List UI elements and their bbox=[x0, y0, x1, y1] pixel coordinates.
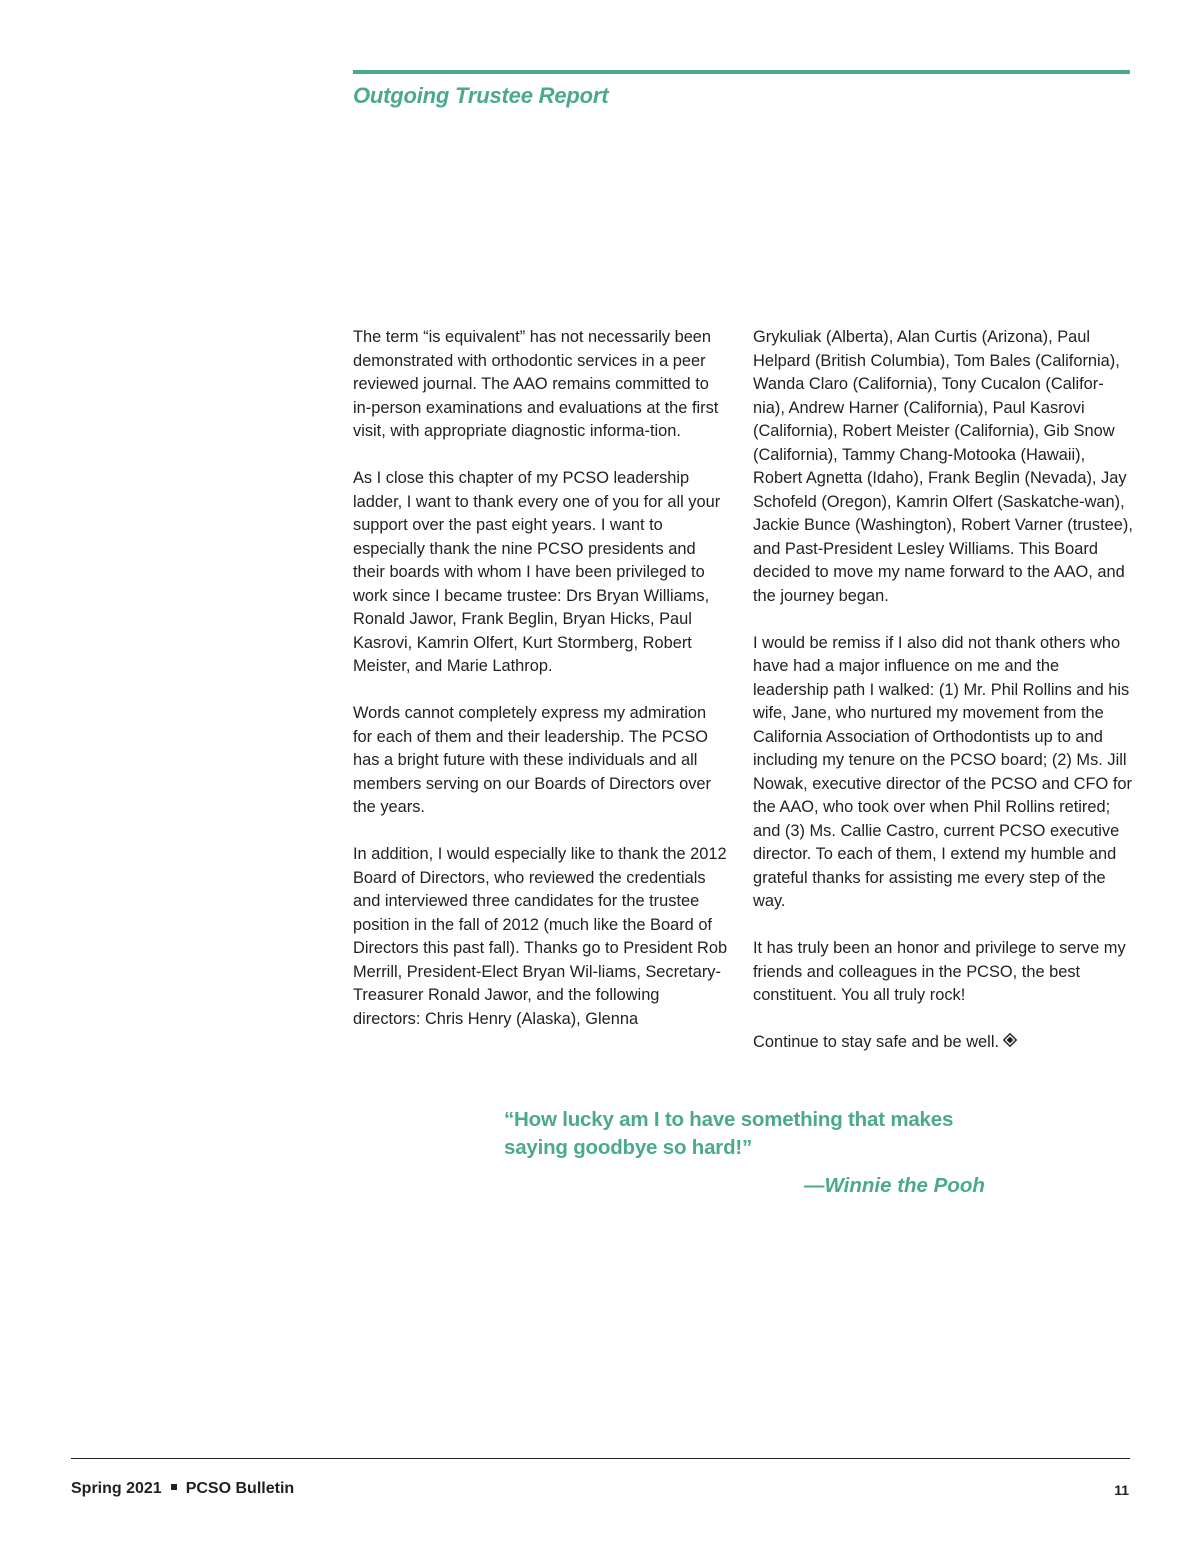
footer-issue: Spring 2021 bbox=[71, 1480, 162, 1497]
article-paragraph: As I close this chapter of my PCSO leadership ladder, I want to thank every one of you for all your support over the past eight years. I want to especially thank the nine PCSO presidents and their boards with whom I have been privileged to work since I became trustee: Drs Bryan Williams, Ronald Jawor, Frank Beglin, Bryan Hicks, Paul Kasrovi, Kamrin Olfert, Kurt Stormberg, Robert Meister, and Marie Lathrop. bbox=[353, 469, 721, 675]
footer-publication-info bbox=[71, 1480, 294, 1498]
article-paragraph: It has truly been an honor and privilege to serve my friends and colleagues in the PCSO, the best constituent. You all truly rock! bbox=[753, 939, 1126, 1004]
article-paragraph: I would be remiss if I also did not thank others who have had a major influence on me and the leadership path I walked: (1) Mr. Phil Rollins and his wife, Jane, who nurtured my movement from the California Association of Orthodontists up to and including my tenure on the PCSO board; (2) Ms. Jill Nowak, executive director of the PCSO and CFO for the AAO, who took over when Phil Rollins retired; and (3) Ms. Callie Castro, current PCSO executive director. To each of them, I extend my humble and grateful thanks for assisting me every step of the way. bbox=[753, 633, 1132, 910]
quote-author: —Winnie the Pooh bbox=[804, 1174, 985, 1197]
article-paragraph: Grykuliak (Alberta), Alan Curtis (Arizona), Paul Helpard (British Columbia), Tom Bales (California), Wanda Claro (California), Tony Cucalon (Califor-nia), Andrew Harner (California), Paul Kasrovi (California), Robert Meister (California), Gib Snow (California), Tammy Chang-Motooka (Hawaii), Robert Agnetta (Idaho), Frank Beglin (Nevada), Jay Schofeld (Oregon), Kamrin Olfert (Saskatche-wan), Jackie Bunce (Washington), Robert Varner (trustee), and Past-President Lesley Williams. This Board decided to move my name forward to the AAO, and the journey began. bbox=[753, 328, 1133, 605]
article-paragraph: The term “is equivalent” has not necessarily been demonstrated with orthodontic services in a peer reviewed journal. The AAO remains committed to in-person examinations and evaluations at the first visit, with appropriate diagnostic informa-tion. bbox=[353, 328, 719, 440]
article-paragraph: Words cannot completely express my admiration for each of them and their leadership. The PCSO has a bright future with these individuals and all members serving on our Boards of Directors over the years. bbox=[353, 704, 712, 816]
footer-rule bbox=[71, 1458, 1130, 1459]
closing-line: Continue to stay safe and be well. bbox=[753, 1033, 1000, 1051]
article-left-column bbox=[353, 326, 728, 1031]
diamond-end-mark-icon bbox=[1003, 1031, 1017, 1055]
pull-quote bbox=[504, 1106, 1004, 1197]
page-number: 11 bbox=[1114, 1482, 1129, 1498]
section-title: Outgoing Trustee Report bbox=[353, 83, 609, 108]
footer-publication: PCSO Bulletin bbox=[185, 1480, 295, 1497]
square-separator-icon bbox=[171, 1484, 177, 1490]
article-right-column bbox=[753, 326, 1133, 1055]
quote-text: “How lucky am I to have something that makes saying goodbye so hard!” bbox=[504, 1108, 954, 1159]
closing-paragraph bbox=[753, 1031, 1133, 1055]
article-paragraph: In addition, I would especially like to thank the 2012 Board of Directors, who reviewed the credentials and interviewed three candidates for the trustee position in the fall of 2012 (much like the Board of Directors this past fall). Thanks go to President Rob Merrill, President-Elect Bryan Wil-liams, Secretary-Treasurer Ronald Jawor, and the following directors: Chris Henry (Alaska), Glenna bbox=[353, 845, 728, 1028]
header-rule bbox=[353, 70, 1130, 74]
